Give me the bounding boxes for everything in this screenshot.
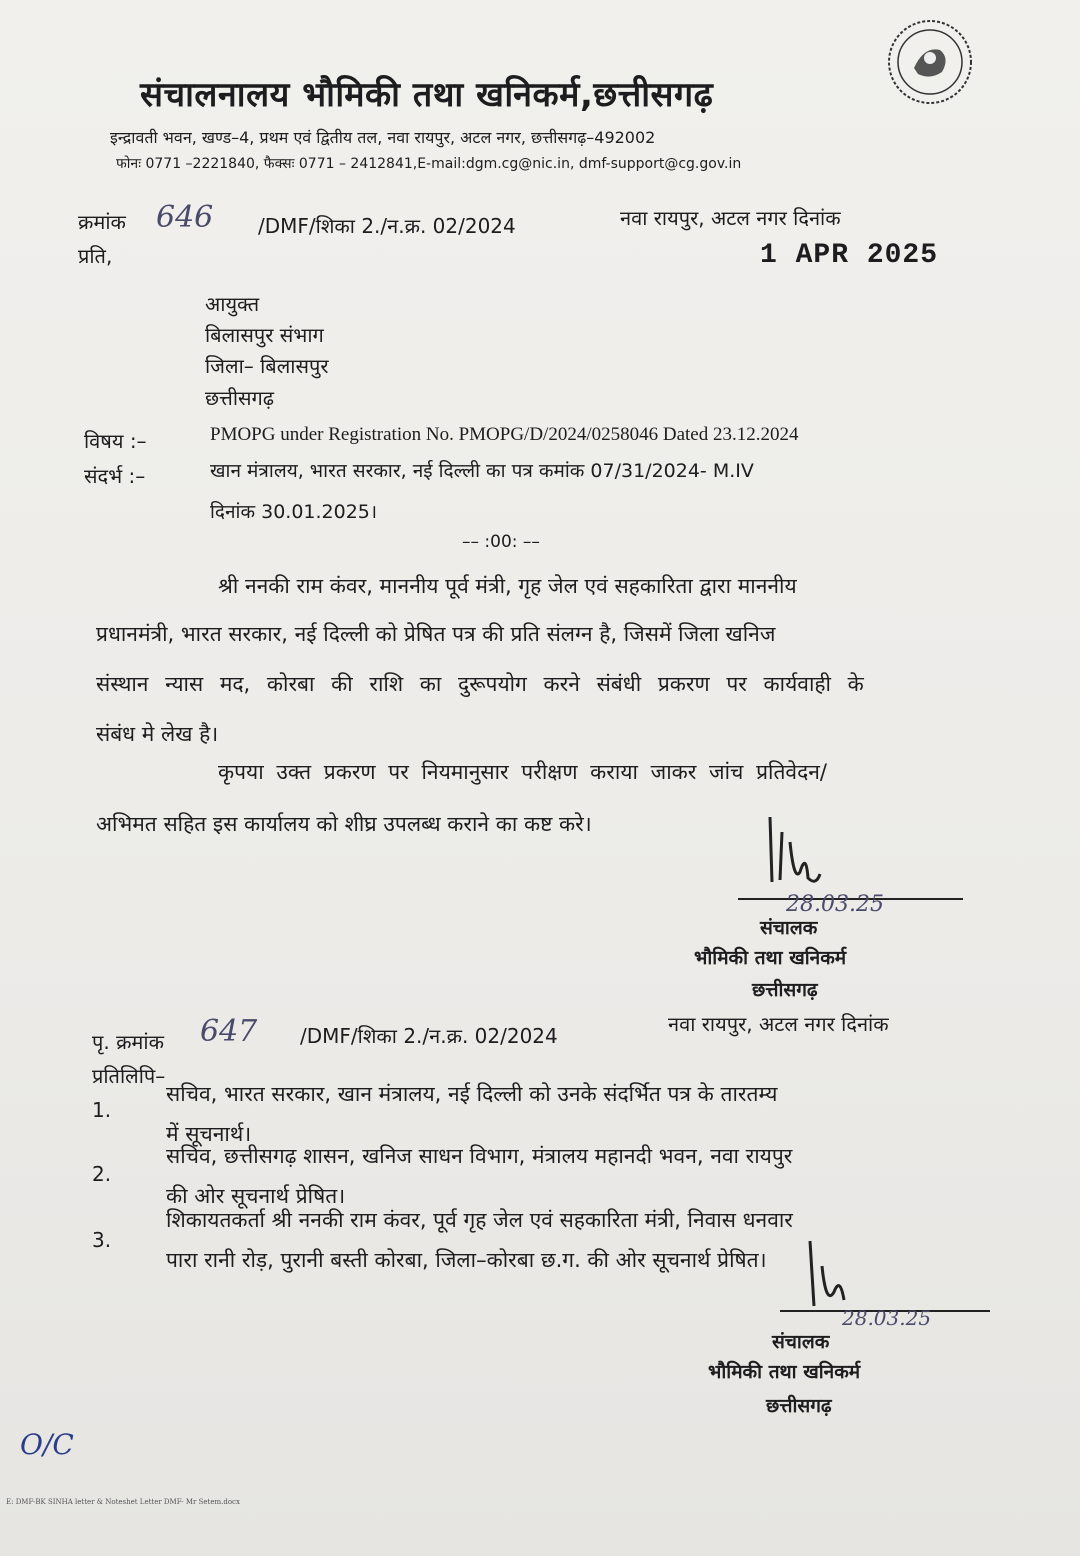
copy-item-2-line-1: सचिव, छत्तीसगढ़ शासन, खनिज साधन विभाग, मंत्रालय महानदी भवन, नवा रायपुर	[166, 1144, 793, 1168]
reference-label: संदर्भ :–	[84, 464, 146, 488]
signatory-title: संचालक	[760, 917, 818, 939]
subject-label: विषय :–	[84, 429, 147, 453]
paragraph2-line-1: कृपया उक्त प्रकरण पर नियमानुसार परीक्षण कराया जाकर जांच प्रतिवेदन/	[218, 760, 827, 784]
margin-note: O/C	[20, 1428, 74, 1461]
copy-item-2-line-2: की ओर सूचनार्थ प्रेषित।	[166, 1184, 346, 1208]
copy-ref-label: पृ. क्रमांक	[92, 1030, 164, 1054]
ref-suffix: /DMF/शिका 2./न.क्र. 02/2024	[258, 214, 516, 238]
copy-signatory-dept: भौमिकी तथा खनिकर्म	[708, 1361, 861, 1383]
copy-item-1-num: 1.	[92, 1098, 112, 1122]
paragraph1-line-2: प्रधानमंत्री, भारत सरकार, नई दिल्ली को प्रेषित पत्र की प्रति संलग्न है, जिसमें जिला खनिज	[96, 622, 776, 646]
copy-place-date-label: नवा रायपुर, अटल नगर दिनांक	[668, 1012, 889, 1036]
recipient-line-1: आयुक्त	[205, 292, 260, 316]
ref-label: क्रमांक	[78, 210, 126, 234]
date-stamp: 1 APR 2025	[760, 240, 939, 271]
signature-date: 28.03.25	[842, 1306, 932, 1330]
government-seal-icon	[884, 18, 976, 106]
copy-item-1-line-2: में सूचनार्थ।	[166, 1122, 252, 1146]
copy-ref-suffix: /DMF/शिका 2./न.क्र. 02/2024	[300, 1024, 558, 1048]
signatory-state: छत्तीसगढ़	[752, 979, 818, 1001]
paragraph2-line-2: अभिमत सहित इस कार्यालय को शीघ्र उपलब्ध कराने का कष्ट करे।	[96, 812, 592, 836]
signatory-dept: भौमिकी तथा खनिकर्म	[694, 947, 847, 969]
paragraph1-line-1: श्री ननकी राम कंवर, माननीय पूर्व मंत्री, गृह जेल एवं सहकारिता द्वारा माननीय	[218, 574, 797, 598]
paragraph1-line-3: संस्थान न्यास मद, कोरबा की राशि का दुरूपयोग करने संबंधी प्रकरण पर कार्यवाही के	[96, 672, 864, 696]
signature-date: 28.03.25	[786, 892, 884, 917]
reference-line-1: खान मंत्रालय, भारत सरकार, नई दिल्ली का पत्र कमांक 07/31/2024- M.IV	[210, 460, 754, 482]
copy-item-2-num: 2.	[92, 1162, 112, 1186]
signature-icon	[760, 812, 840, 892]
copy-label: प्रतिलिपि–	[92, 1064, 166, 1088]
handwritten-ref-number: 646	[156, 200, 214, 235]
copy-item-3-line-2: पारा रानी रोड़, पुरानी बस्ती कोरबा, जिला–कोरबा छ.ग. की ओर सूचनार्थ प्रेषित।	[166, 1248, 767, 1272]
handwritten-copy-ref-number: 647	[200, 1014, 258, 1049]
office-contact: फोनः 0771 –2221840, फैक्सः 0771 – 2412841,E-mail:dgm.cg@nic.in, dmf-support@cg.gov.in	[116, 156, 742, 172]
copy-item-3-num: 3.	[92, 1228, 112, 1252]
copy-signatory-title: संचालक	[772, 1331, 830, 1353]
separator: –– :00: ––	[462, 532, 540, 552]
office-address: इन्द्रावती भवन, खण्ड–4, प्रथम एवं द्वितीय तल, नवा रायपुर, अटल नगर, छत्तीसगढ़–492002	[110, 128, 656, 147]
place-date-label: नवा रायपुर, अटल नगर दिनांक	[620, 206, 841, 230]
copy-item-3-line-1: शिकायतकर्ता श्री ननकी राम कंवर, पूर्व गृह जेल एवं सहकारिता मंत्री, निवास धनवार	[166, 1208, 793, 1232]
copy-signatory-state: छत्तीसगढ़	[766, 1395, 832, 1417]
recipient-line-2: बिलासपुर संभाग	[205, 323, 324, 347]
copy-item-1-line-1: सचिव, भारत सरकार, खान मंत्रालय, नई दिल्ली को उनके संदर्भित पत्र के तारतम्य	[166, 1082, 778, 1106]
to-label: प्रति,	[78, 244, 113, 268]
recipient-line-3: जिला– बिलासपुर	[205, 354, 329, 378]
office-title: संचालनालय भौमिकी तथा खनिकर्म,छत्तीसगढ़	[140, 75, 714, 115]
footer-file-path: E: DMF-BK SINHA letter & Noteshet Letter DMF- Mr Setem.docx	[6, 1498, 240, 1506]
subject-text: PMOPG under Registration No. PMOPG/D/2024/0258046 Dated 23.12.2024	[210, 424, 799, 445]
reference-line-2: दिनांक 30.01.2025।	[210, 501, 378, 523]
recipient-line-4: छत्तीसगढ़	[205, 386, 275, 410]
signature-icon	[800, 1236, 860, 1316]
paragraph1-line-4: संबंध मे लेख है।	[96, 722, 219, 746]
